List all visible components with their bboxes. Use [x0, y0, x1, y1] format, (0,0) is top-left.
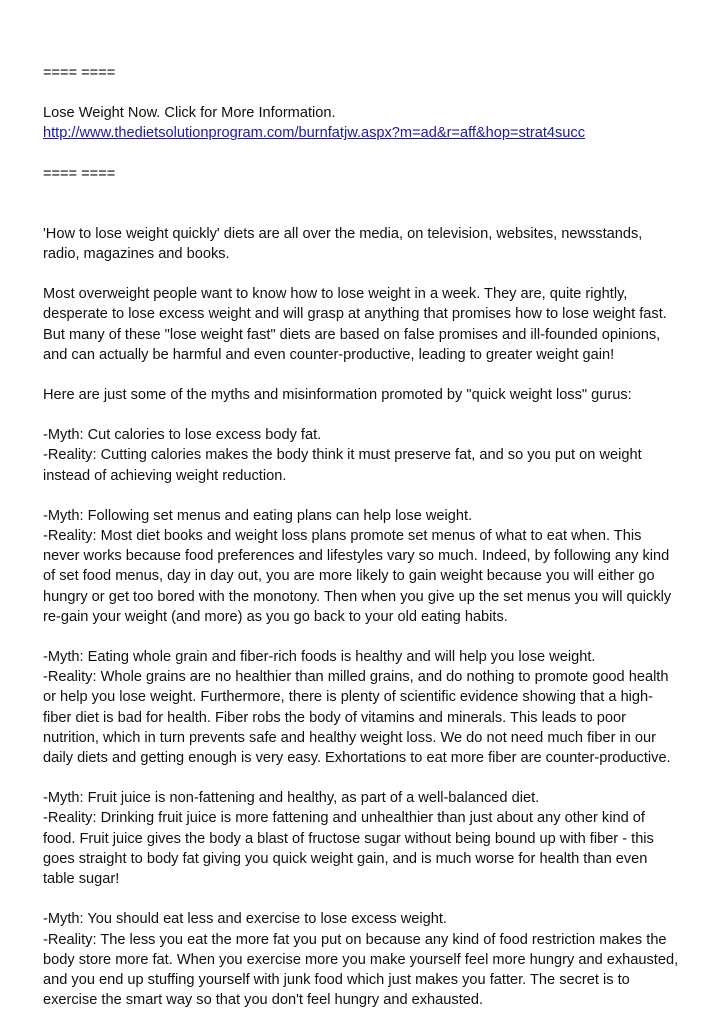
text-line: -Myth: Cut calories to lose excess body fat. — [43, 427, 322, 444]
paragraph — [43, 909, 703, 1010]
paragraph — [43, 425, 703, 486]
paragraph — [43, 224, 703, 264]
text-line: instead of achieving weight reduction. — [43, 467, 287, 484]
paragraph — [43, 385, 703, 405]
text-line: Most overweight people want to know how to lose weight in a week. They are, quite rightly, — [43, 286, 628, 303]
text-line: -Reality: The less you eat the more fat you put on because any kind of food restriction makes the — [43, 931, 667, 948]
text-line: -Myth: Eating whole grain and fiber-rich foods is healthy and will help you lose weight. — [43, 649, 596, 666]
text-line: -Reality: Whole grains are no healthier than milled grains, and do nothing to promote good health — [43, 669, 669, 686]
text-line: goes straight to body fat giving you quick weight gain, and is much worse for health than even — [43, 850, 648, 867]
text-line: -Reality: Most diet books and weight loss plans promote set menus of what to eat when. This — [43, 528, 642, 545]
paragraph — [43, 647, 703, 768]
text-line: -Myth: You should eat less and exercise to lose excess weight. — [43, 911, 447, 928]
paragraph — [43, 788, 703, 889]
promo-text: Lose Weight Now. Click for More Information. — [43, 105, 336, 122]
text-line: re-gain your weight (and more) as you go back to your old eating habits. — [43, 608, 508, 625]
text-line: -Reality: Cutting calories makes the body think it must preserve fat, and so you put on weight — [43, 447, 642, 464]
text-line: Here are just some of the myths and misinformation promoted by "quick weight loss" gurus: — [43, 387, 632, 404]
document-page — [43, 63, 703, 1010]
paragraph — [43, 506, 703, 627]
text-line: of set food menus, day in day out, you are more likely to gain weight because you will either go — [43, 568, 655, 585]
text-line: food. Fruit juice gives the body a blast of fructose sugar without being bound up with fiber - this — [43, 830, 654, 847]
text-line: or help you lose weight. Furthermore, there is plenty of scientific evidence showing that a high- — [43, 689, 654, 706]
spacer — [43, 184, 703, 224]
text-line: and you end up stuffing yourself with junk food which just makes you fatter. The secret is to — [43, 971, 630, 988]
separator-bottom: ==== ==== — [43, 165, 116, 182]
paragraph — [43, 284, 703, 365]
text-line: and can actually be harmful and even counter-productive, leading to greater weight gain! — [43, 346, 615, 363]
text-line: nutrition, which in turn prevents safe and healthy weight loss. We do not need much fiber in our — [43, 729, 657, 746]
text-line: -Myth: Following set menus and eating plans can help lose weight. — [43, 507, 473, 524]
promo-link[interactable]: http://www.thedietsolutionprogram.com/burnfatjw.aspx?m=ad&r=aff&hop=strat4succ — [43, 125, 586, 142]
text-line: table sugar! — [43, 871, 120, 888]
text-line: hungry or get too bored with the monotony. Then when you give up the set menus you will quickly — [43, 588, 672, 605]
text-line: -Myth: Fruit juice is non-fattening and healthy, as part of a well-balanced diet. — [43, 790, 540, 807]
text-line: But many of these "lose weight fast" diets are based on false promises and ill-founded opinions, — [43, 326, 661, 343]
spacer — [43, 83, 703, 103]
article-body — [43, 224, 703, 1011]
spacer — [43, 144, 703, 164]
text-line: 'How to lose weight quickly' diets are all over the media, on television, websites, newsstands, — [43, 225, 643, 242]
text-line: -Reality: Drinking fruit juice is more fattening and unhealthier than just about any other kind of — [43, 810, 645, 827]
text-line: never works because food preferences and lifestyles vary so much. Indeed, by following any kind — [43, 548, 670, 565]
separator-top: ==== ==== — [43, 65, 116, 81]
text-line: fiber diet is bad for health. Fiber robs the body of vitamins and minerals. This leads to poor — [43, 709, 626, 726]
text-line: daily diets and getting enough is very easy. Exhortations to eat more fiber are counter-productive. — [43, 750, 671, 767]
text-line: exercise the smart way so that you don't feel hungry and exhausted. — [43, 992, 484, 1009]
text-line: body store more fat. When you exercise more you make yourself feel more hungry and exhausted, — [43, 951, 679, 968]
text-line: desperate to lose excess weight and will grasp at anything that promises how to lose weight fast. — [43, 306, 667, 323]
text-line: radio, magazines and books. — [43, 246, 230, 263]
